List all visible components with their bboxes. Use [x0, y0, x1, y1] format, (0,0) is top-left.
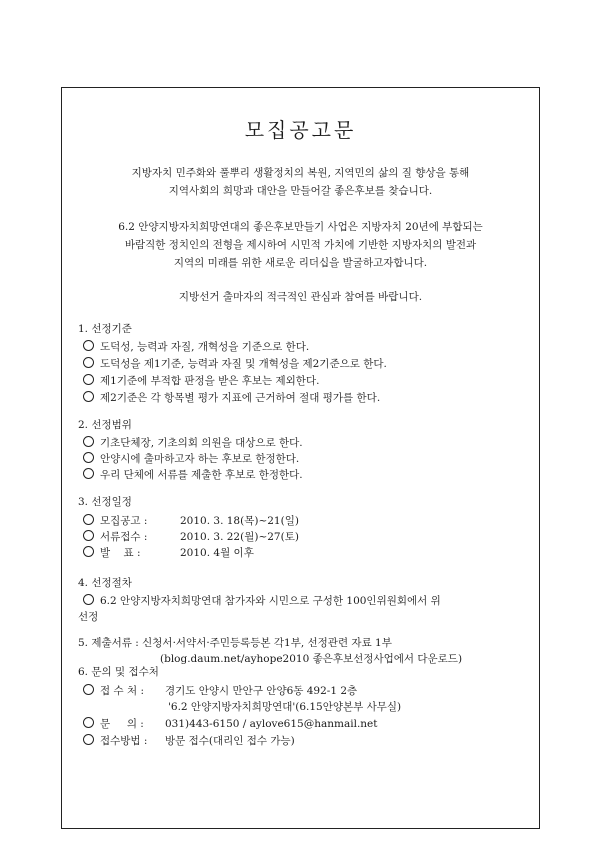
contact-value: 031)443-6150 / aylove615@hanmail.net [165, 718, 378, 730]
intro-line-1: 지방자치 민주화와 풀뿌리 생활정치의 복원, 지역민의 삶의 질 향상을 통해 [131, 167, 470, 179]
schedule-value: 2010. 4월 이후 [180, 547, 254, 559]
procedure-line-2: 선정 [78, 611, 99, 623]
circle-bullet-icon [83, 468, 94, 479]
schedule-row: 발 표 : [83, 546, 141, 560]
circle-bullet-icon [83, 594, 94, 605]
list-item: 안양시에 출마하고자 하는 후보로 한정한다. [83, 452, 299, 466]
section2-heading: 2. 선정범위 [78, 419, 132, 431]
circle-bullet-icon [83, 357, 94, 368]
circle-bullet-icon [83, 530, 94, 541]
circle-bullet-icon [83, 391, 94, 402]
circle-bullet-icon [83, 514, 94, 525]
list-item: 도덕성을 제1기준, 능력과 자질 및 개혁성을 제2기준으로 한다. [83, 357, 387, 371]
contact-row: 접 수 처 : [83, 684, 144, 698]
contact-row: 접수방법 : [83, 734, 147, 748]
call-to-action: 지방선거 출마자의 적극적인 관심과 참여를 바랍니다. [178, 291, 423, 303]
list-item: 기초단체장, 기초의회 의원을 대상으로 한다. [83, 436, 303, 450]
section4-heading: 4. 선정절차 [78, 577, 132, 589]
schedule-value: 2010. 3. 22(월)~27(토) [180, 531, 299, 543]
intro-line-2: 지역사회의 희망과 대안을 만들어갈 좋은후보를 찾습니다. [168, 185, 433, 197]
circle-bullet-icon [83, 546, 94, 557]
purpose-line-2: 바람직한 정치인의 전형을 제시하여 시민적 가치에 기반한 지방자치의 발전과 [124, 239, 477, 251]
purpose-line-3: 지역의 미래를 위한 새로운 리더십을 발굴하고자합니다. [173, 257, 428, 269]
schedule-value: 2010. 3. 18(목)~21(일) [180, 515, 299, 527]
circle-bullet-icon [83, 734, 94, 745]
purpose-line-1: 6.2 안양지방자치희망연대의 좋은후보만들기 사업은 지방자치 20년에 부합되는 [118, 221, 483, 233]
section1-heading: 1. 선정기준 [78, 323, 132, 335]
address-value-2: '6.2 안양지방자치희망연대'(6.15안양본부 사무실) [168, 701, 402, 713]
method-value: 방문 접수(대리인 접수 가능) [165, 735, 295, 747]
section3-heading: 3. 선정일정 [78, 496, 132, 508]
section6-heading: 6. 문의 및 접수처 [78, 666, 159, 678]
page-title: 모집공고문 [244, 118, 357, 142]
circle-bullet-icon [83, 684, 94, 695]
list-item: 제1기준에 부적합 판정을 받은 후보는 제외한다. [83, 374, 319, 388]
section5-download-note: (blog.daum.net/ayhope2010 좋은후보선정사업에서 다운로드) [160, 653, 463, 665]
circle-bullet-icon [83, 452, 94, 463]
circle-bullet-icon [83, 436, 94, 447]
circle-bullet-icon [83, 374, 94, 385]
contact-row: 문 의 : [83, 717, 144, 731]
list-item: 제2기준은 각 항목별 평가 지표에 근거하여 절대 평가를 한다. [83, 391, 380, 405]
schedule-row: 모집공고 : [83, 514, 147, 528]
address-value: 경기도 안양시 만안구 안양6동 492-1 2층 [165, 685, 358, 697]
schedule-row: 서류접수 : [83, 530, 147, 544]
list-item: 우리 단체에 서류를 제출한 후보로 한정한다. [83, 468, 303, 482]
circle-bullet-icon [83, 340, 94, 351]
list-item: 도덕성, 능력과 자질, 개혁성을 기준으로 한다. [83, 340, 309, 354]
procedure-line: 6.2 안양지방자치희망연대 참가자와 시민으로 구성한 100인위원회에서 위 [83, 594, 441, 608]
section5-documents: 5. 제출서류 : 신청서·서약서·주민등록등본 각1부, 선정관련 자료 1부 [78, 637, 392, 649]
circle-bullet-icon [83, 717, 94, 728]
